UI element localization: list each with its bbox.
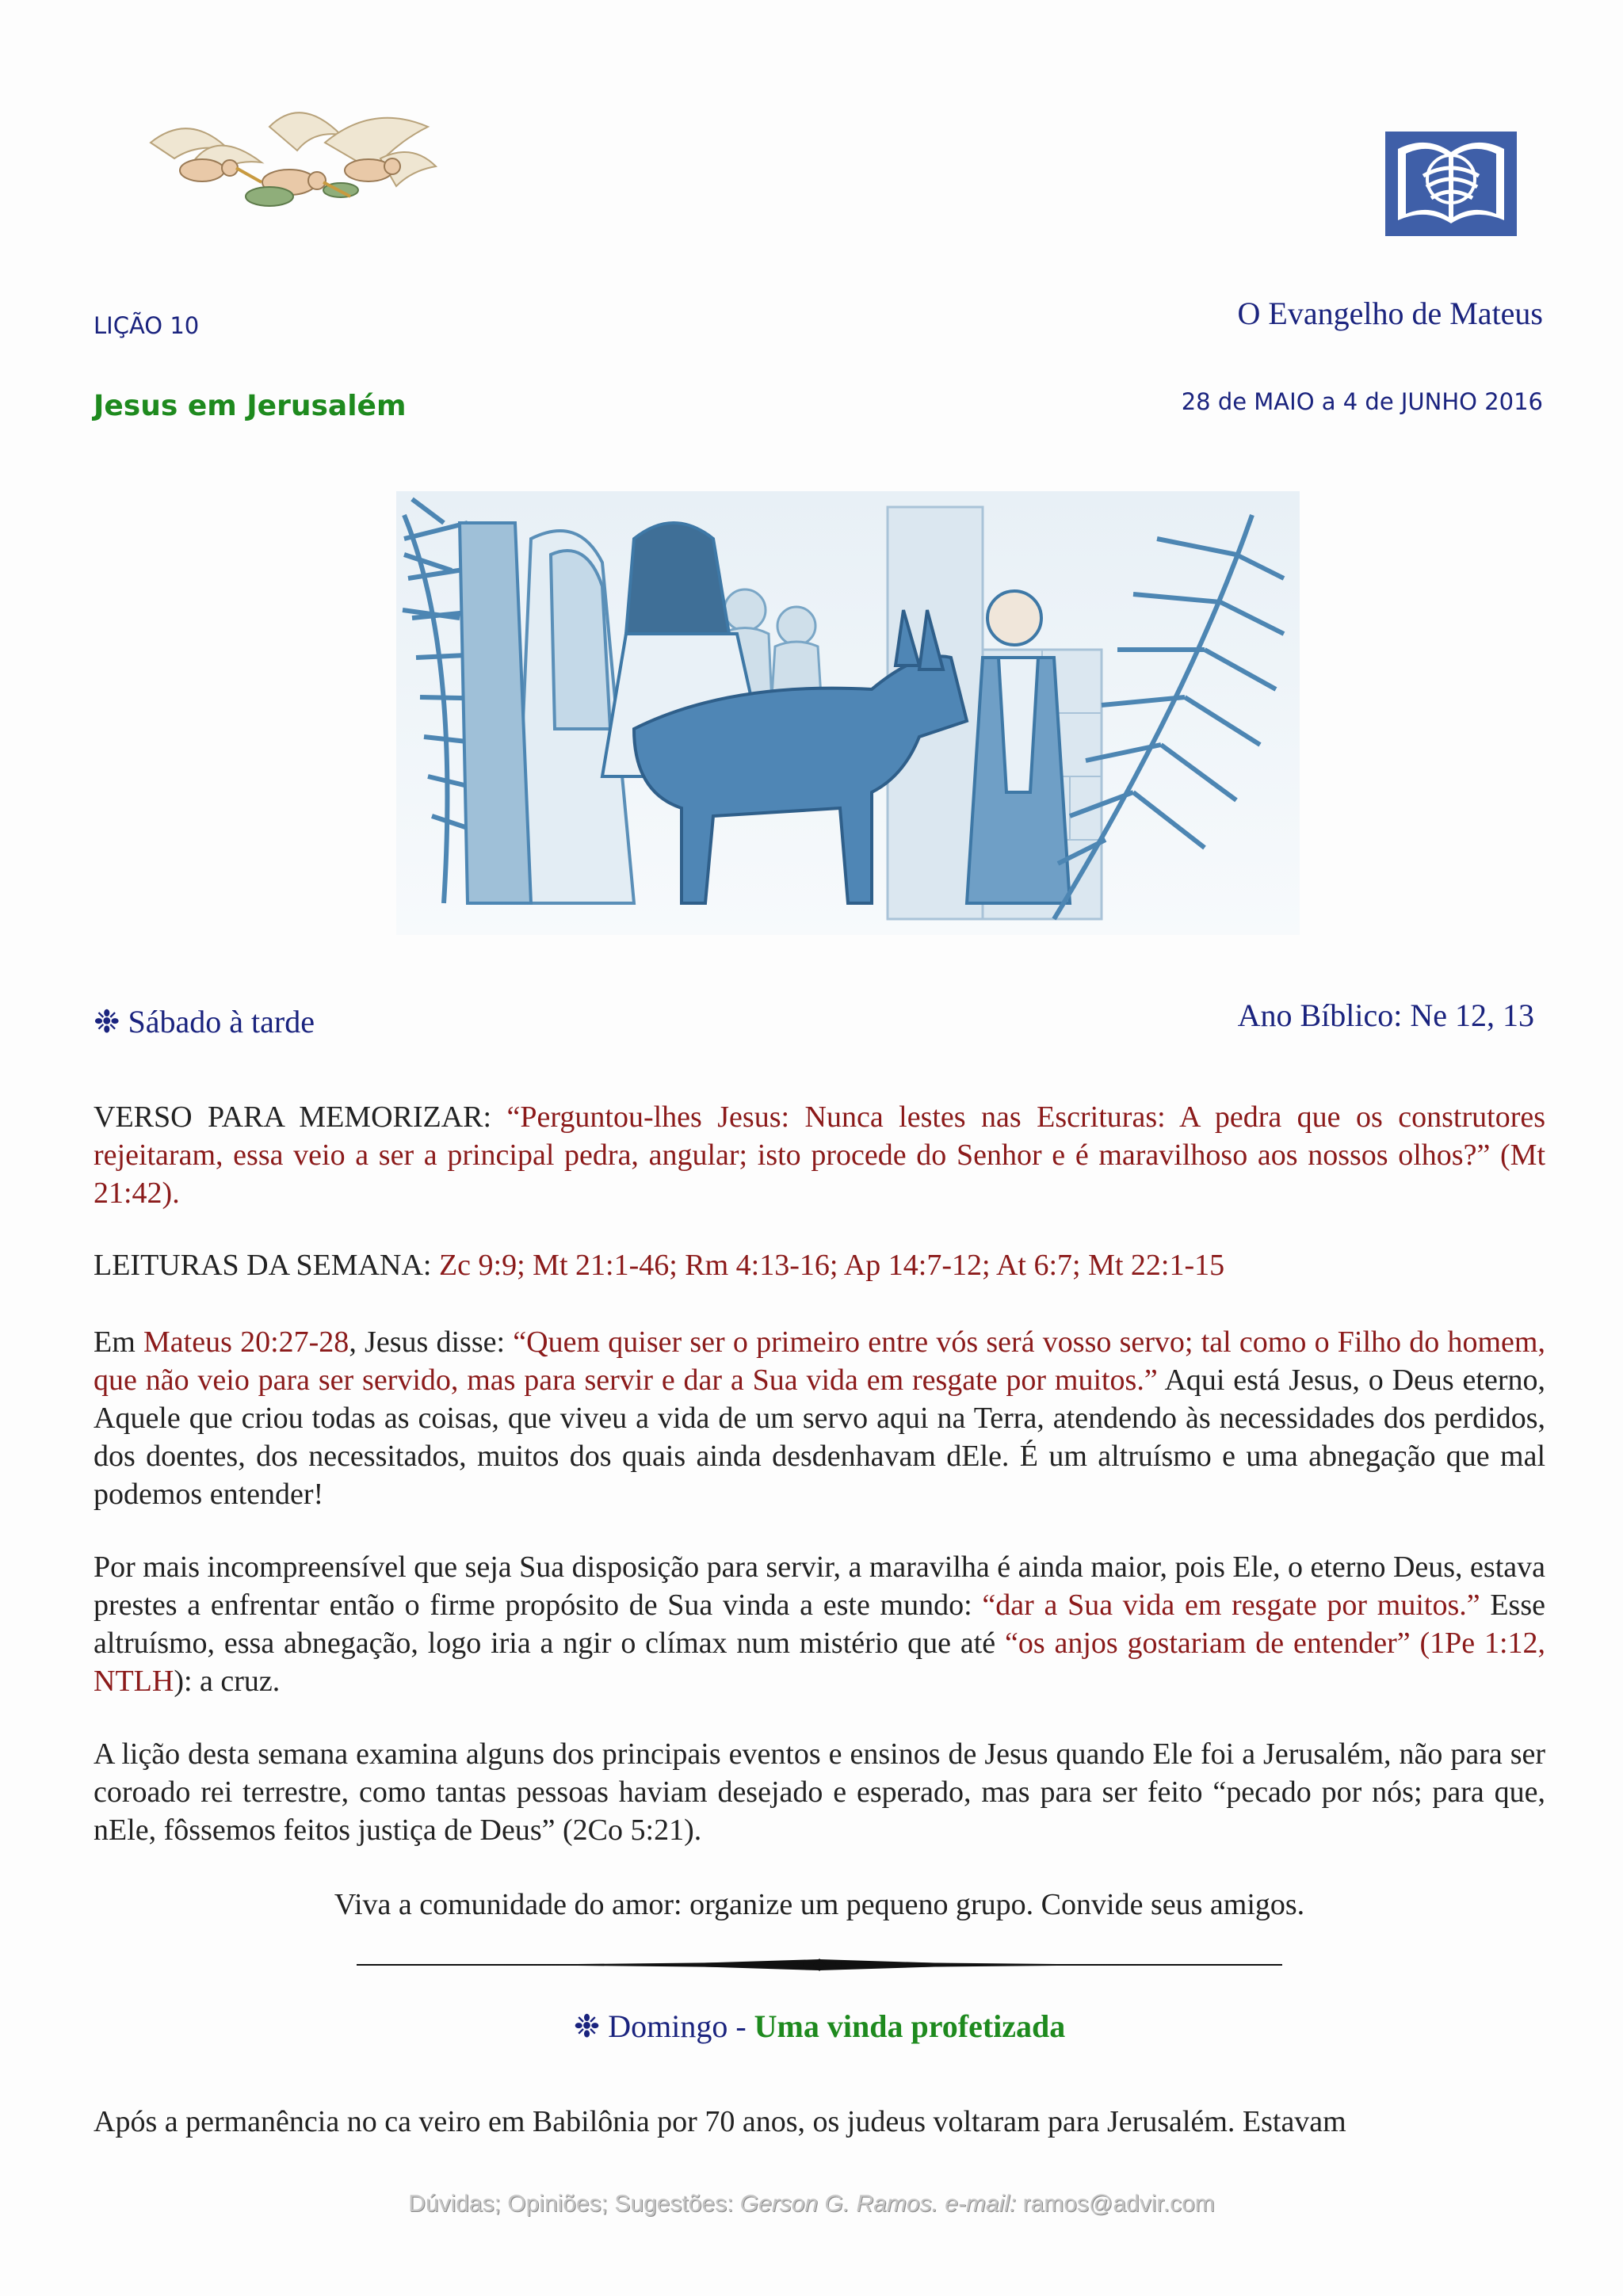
memory-verse xyxy=(94,1098,1545,1212)
footer-email[interactable]: ramos@advir.com xyxy=(1022,2191,1215,2217)
paragraph-1-text: Em xyxy=(94,1325,143,1359)
paragraph-1-text: Aqui está Jesus, o Deus eterno, Aquele que criou todas as coisas, que viveu a vida de um servo aqui na Terra, atendendo às necessidades dos perdidos, dos doentes, dos necessitados, muitos dos quais ainda desdenhavam dEle. É um altruísmo e uma abnegação que mal podemos entender! xyxy=(94,1363,1545,1511)
paragraph-2-text: ): a cruz. xyxy=(174,1665,281,1698)
date-range: 28 de MAIO a 4 de JUNHO 2016 xyxy=(1181,388,1543,415)
series-title: O Evangelho de Mateus xyxy=(1237,296,1543,331)
sunday-text: Após a permanência no ca veiro em Babilônia por 70 anos, os judeus voltaram para Jerusalém. Estavam xyxy=(94,2105,1346,2138)
weekly-readings-label: LEITURAS DA SEMANA: xyxy=(94,1249,439,1282)
weekly-readings-refs: Zc 9:9; Mt 21:1-46; Rm 4:13-16; Ap 14:7-12; At 6:7; Mt 22:1-15 xyxy=(438,1249,1225,1282)
sunday-heading xyxy=(94,2008,1545,2045)
footer-name: Gerson G. Ramos. xyxy=(739,2191,945,2217)
paragraph-2 xyxy=(94,1548,1545,1700)
snowflake-bullet-icon: ❉ xyxy=(94,1004,120,1039)
annual-reading: Ano Bíblico: Ne 12, 13 xyxy=(1237,997,1534,1033)
footer-email-label: e-mail: xyxy=(945,2191,1023,2217)
triumphal-entry-illustration xyxy=(396,491,1300,935)
paragraph-1-text: , Jesus disse: xyxy=(349,1325,514,1359)
lesson-title: Jesus em Jerusalém xyxy=(94,390,407,422)
weekly-readings xyxy=(94,1246,1545,1284)
footer-label: Dúvidas; Opiniões; Sugestões: xyxy=(408,2191,740,2217)
paragraph-1 xyxy=(94,1323,1545,1513)
paragraph-2-quote: “os anjos gostariam de entender” (1Pe 1:12, NTLH xyxy=(94,1627,1546,1698)
paragraph-1-quote: “Quem quiser ser o primeiro entre vós será vosso servo; tal como o Filho do homem, que não veio para ser servido, mas para servir e dar a Sua vida em resgate por muitos.” xyxy=(94,1325,1545,1397)
footer xyxy=(0,2191,1623,2218)
paragraph-3: A lição desta semana examina alguns dos principais eventos e ensinos de Jesus quando Ele foi a Jerusalém, não para ser coroado rei terrestre, como tantas pessoas haviam desejado e esperado, mas para ser feito “pecado por nós; para que, nEle, fôssemos feitos justiça de Deus” (2Co 5:21). xyxy=(94,1737,1545,1847)
paragraph-1-ref: Mateus 20:27-28 xyxy=(143,1325,349,1359)
lesson-label: LIÇÃO 10 xyxy=(94,312,200,339)
paragraph-2-quote: “dar a Sua vida em resgate por muitos.” xyxy=(982,1589,1480,1622)
decorative-divider xyxy=(357,1954,1282,1976)
bible-logo-icon xyxy=(1385,128,1517,239)
small-group-invite: Viva a comunidade do amor: organize um pequeno grupo. Convide seus amigos. xyxy=(334,1888,1305,1921)
memory-verse-ref: (Mt 21:42). xyxy=(94,1138,1546,1210)
sunday-title: Uma vinda profetizada xyxy=(754,2008,1066,2044)
memory-verse-label: VERSO PARA MEMORIZAR: xyxy=(94,1100,507,1134)
saturday-heading-text: Sábado à tarde xyxy=(128,1004,315,1039)
saturday-heading xyxy=(94,1003,315,1040)
paragraph-2-text: Esse altruísmo, essa abnegação, logo iria a ngir o clímax num mistério que até xyxy=(94,1589,1546,1660)
angels-icon xyxy=(143,95,444,230)
snowflake-bullet-icon: ❉ xyxy=(573,2008,601,2044)
paragraph-2-text: Por mais incompreensível que seja Sua disposição para servir, a maravilha é ainda maior, pois Ele, o eterno Deus, estava prestes a enfrentar então o firme propósito de Sua vinda a este mundo: xyxy=(94,1550,1545,1622)
memory-verse-text: “Perguntou-lhes Jesus: Nunca lestes nas Escrituras: A pedra que os construtores rejeitaram, essa veio a ser a principal pedra, angular; isto procede do Senhor e é maravilhoso aos nossos olhos?” xyxy=(94,1100,1545,1172)
sunday-day: Domingo - xyxy=(608,2008,754,2044)
